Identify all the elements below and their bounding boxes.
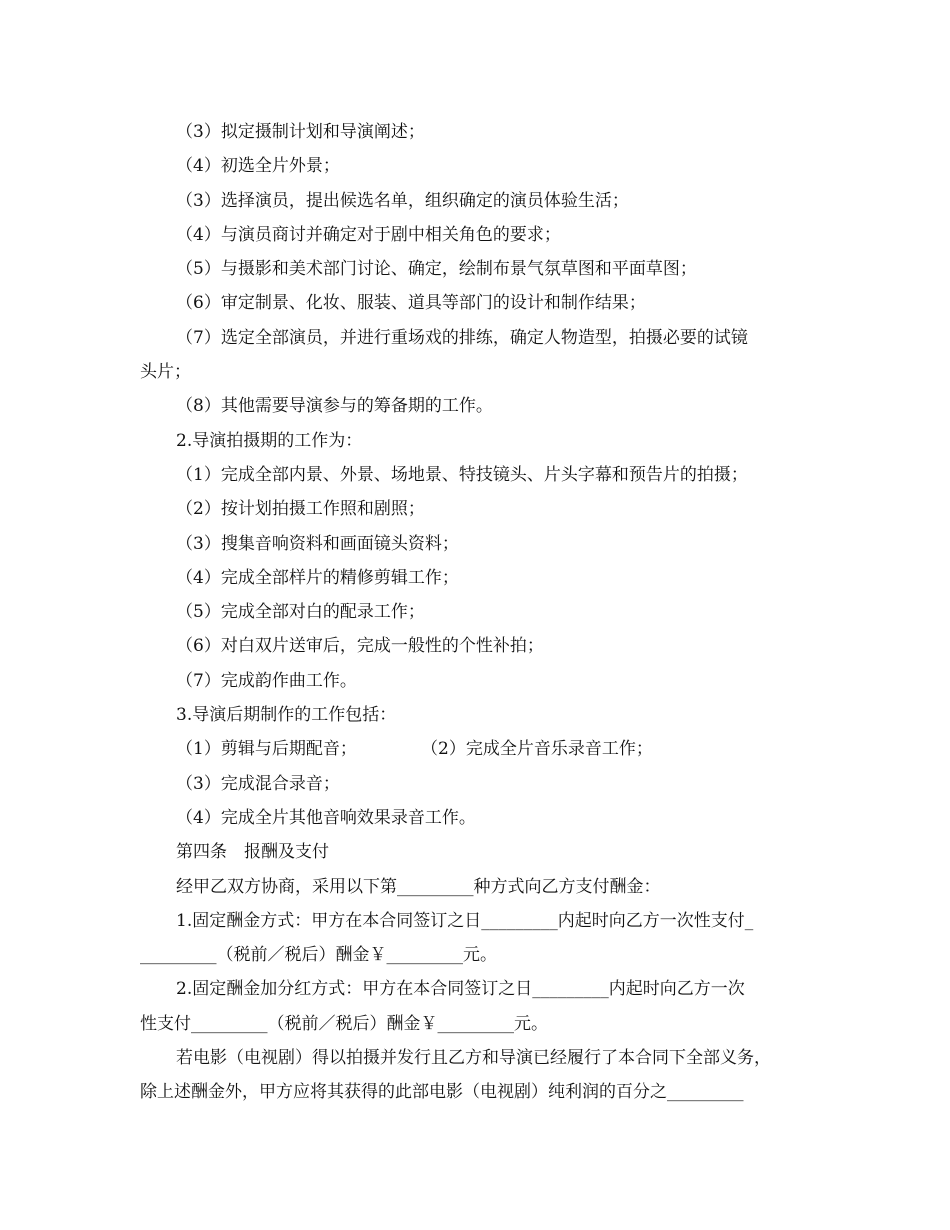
- text-line: （6）对白双片送审后，完成一般性的个性补拍；: [176, 636, 544, 657]
- text-line: （4）初选全片外景；: [176, 156, 340, 177]
- two-column-line: [140, 732, 820, 766]
- text-line: 除上述酬金外，甲方应将其获得的此部电影（电视剧）纯利润的百分之_________: [140, 1082, 744, 1103]
- text-line: （5）与摄影和美术部门讨论、确定，绘制布景气氛草图和平面草图；: [176, 259, 697, 280]
- text-line: （3）选择演员，提出候选名单，组织确定的演员体验生活；: [176, 190, 629, 211]
- text-line: （4）完成全部样片的精修剪辑工作；: [176, 567, 459, 588]
- section-heading: 3.导演后期制作的工作包括：: [176, 705, 397, 726]
- text-line: （3）完成混合录音；: [176, 773, 340, 794]
- section-heading: 2.导演拍摄期的工作为：: [176, 430, 363, 451]
- text-line: （6）审定制景、化妆、服装、道具等部门的设计和制作结果；: [176, 293, 646, 314]
- text-line: （4）完成全片其他音响效果录音工作。: [176, 807, 476, 828]
- text-line: 2.固定酬金加分红方式：甲方在本合同签订之日_________内起时向乙方一次: [176, 979, 745, 1000]
- text-line: 经甲乙双方协商，采用以下第_________种方式向乙方支付酬金：: [176, 876, 661, 897]
- text-line: （1）完成全部内景、外景、场地景、特技镜头、片头字幕和预告片的拍摄；: [176, 464, 748, 485]
- text-line: 头片；: [140, 362, 191, 383]
- text-line: 若电影（电视剧）得以拍摄并发行且乙方和导演已经履行了本合同下全部义务，: [176, 1048, 771, 1069]
- text-line: （3）搜集音响资料和画面镜头资料；: [176, 533, 459, 554]
- article-heading: 第四条 报酬及支付: [176, 842, 329, 863]
- text-item: （1）剪辑与后期配音；: [176, 739, 357, 760]
- text-item: （2）完成全片音乐录音工作；: [421, 739, 653, 760]
- text-line: （2）按计划拍摄工作照和剧照；: [176, 499, 425, 520]
- text-line: 性支付_________（税前／税后）酬金￥_________元。: [140, 1013, 548, 1034]
- text-line: （7）选定全部演员，并进行重场戏的排练，确定人物造型，拍摄必要的试镜: [176, 327, 748, 348]
- text-line: （3）拟定摄制计划和导演阐述；: [176, 122, 425, 142]
- text-line: _________（税前／税后）酬金￥_________元。: [140, 945, 497, 966]
- text-line: 1.固定酬金方式：甲方在本合同签订之日_________内起时向乙方一次性支付_: [176, 910, 754, 931]
- document-body: [140, 115, 820, 1110]
- text-line: （5）完成全部对白的配录工作；: [176, 602, 425, 623]
- text-line: （4）与演员商讨并确定对于剧中相关角色的要求；: [176, 224, 561, 245]
- text-line: （8）其他需要导演参与的筹备期的工作。: [176, 396, 493, 417]
- text-line: （7）完成韵作曲工作。: [176, 670, 357, 691]
